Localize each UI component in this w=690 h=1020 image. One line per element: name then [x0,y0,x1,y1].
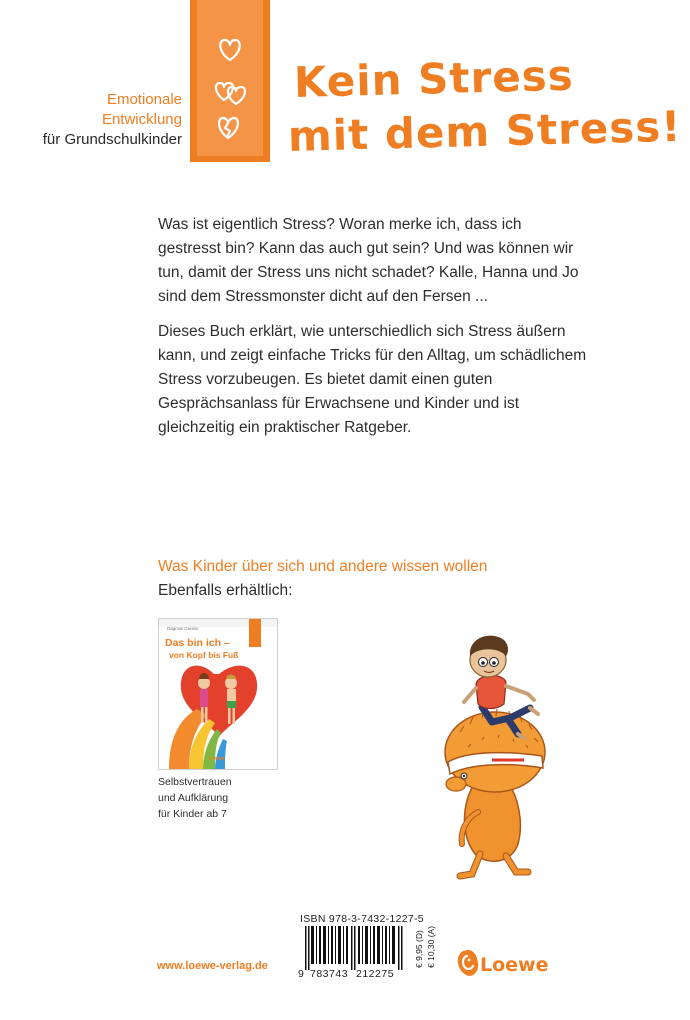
series-tab [190,0,270,162]
book-title-line2: mit dem Stress! [287,101,682,161]
series-label-line3: für Grundschulkinder [42,131,182,148]
series-label-line2: Entwicklung [101,111,182,128]
blurb-paragraph-2: Dieses Buch erklärt, wie unterschiedlich sich Stress äußern kann, und zeigt einfache Tricks für den Alltag, um schädlichem Stress vorzubeugen. Es bietet damit einen guten Gesprächsanlass für Erwachsene und Kinder und ist gleichzeitig ein praktischer Ratgeber. [158,323,587,436]
cover-title: Das bin ich – [165,637,230,649]
cover-subtitle: von Kopf bis Fuß [169,650,239,660]
cover-author: Dagmar Geisler [167,626,199,631]
cover-publisher-logo: Loewe [209,756,225,762]
publisher-logo-text: Loewe [480,954,549,976]
price-de: € 9,95 (D) [414,930,424,968]
broken-heart-icon [219,118,238,138]
publisher-url[interactable]: www.loewe-verlag.de [157,960,268,972]
heart-icon [220,40,239,60]
barcode [305,926,403,970]
related-book-cover[interactable] [158,618,278,770]
related-book-caption [158,774,232,822]
book-title-line1: Kein Stress [293,50,575,107]
barcode-digits-group2: 212275 [356,968,395,980]
barcode-digits-group1: 783743 [310,968,349,980]
price-at: € 10,30 (A) [426,925,436,968]
loewe-lion-icon [455,948,481,978]
blurb-paragraph-1: Was ist eigentlich Stress? Woran merke ich, dass ich gestresst bin? Kann das auch gut sein? Und was können wir tun, damit der Stress uns nicht schadet? Kalle, Hanna und Jo sind dem Stressmonster dicht auf den Fersen ... [158,216,579,305]
caption-line-2: und Aufklärung [158,792,229,804]
stress-monster-illustration [420,622,570,884]
caption-line-3: für Kinder ab 7 [158,808,227,820]
heart-icons [190,0,270,162]
barcode-digit-lead: 9 [298,968,305,980]
isbn: ISBN 978-3-7432-1227-5 [300,913,424,925]
price-block [404,922,444,968]
also-available-heading: Ebenfalls erhältlich: [158,582,293,599]
series-label-line1: Emotionale [106,91,182,108]
series-name: Was Kinder über sich und andere wissen wollen [158,558,488,575]
series-label [43,90,182,150]
caption-line-1: Selbstvertrauen [158,776,232,788]
